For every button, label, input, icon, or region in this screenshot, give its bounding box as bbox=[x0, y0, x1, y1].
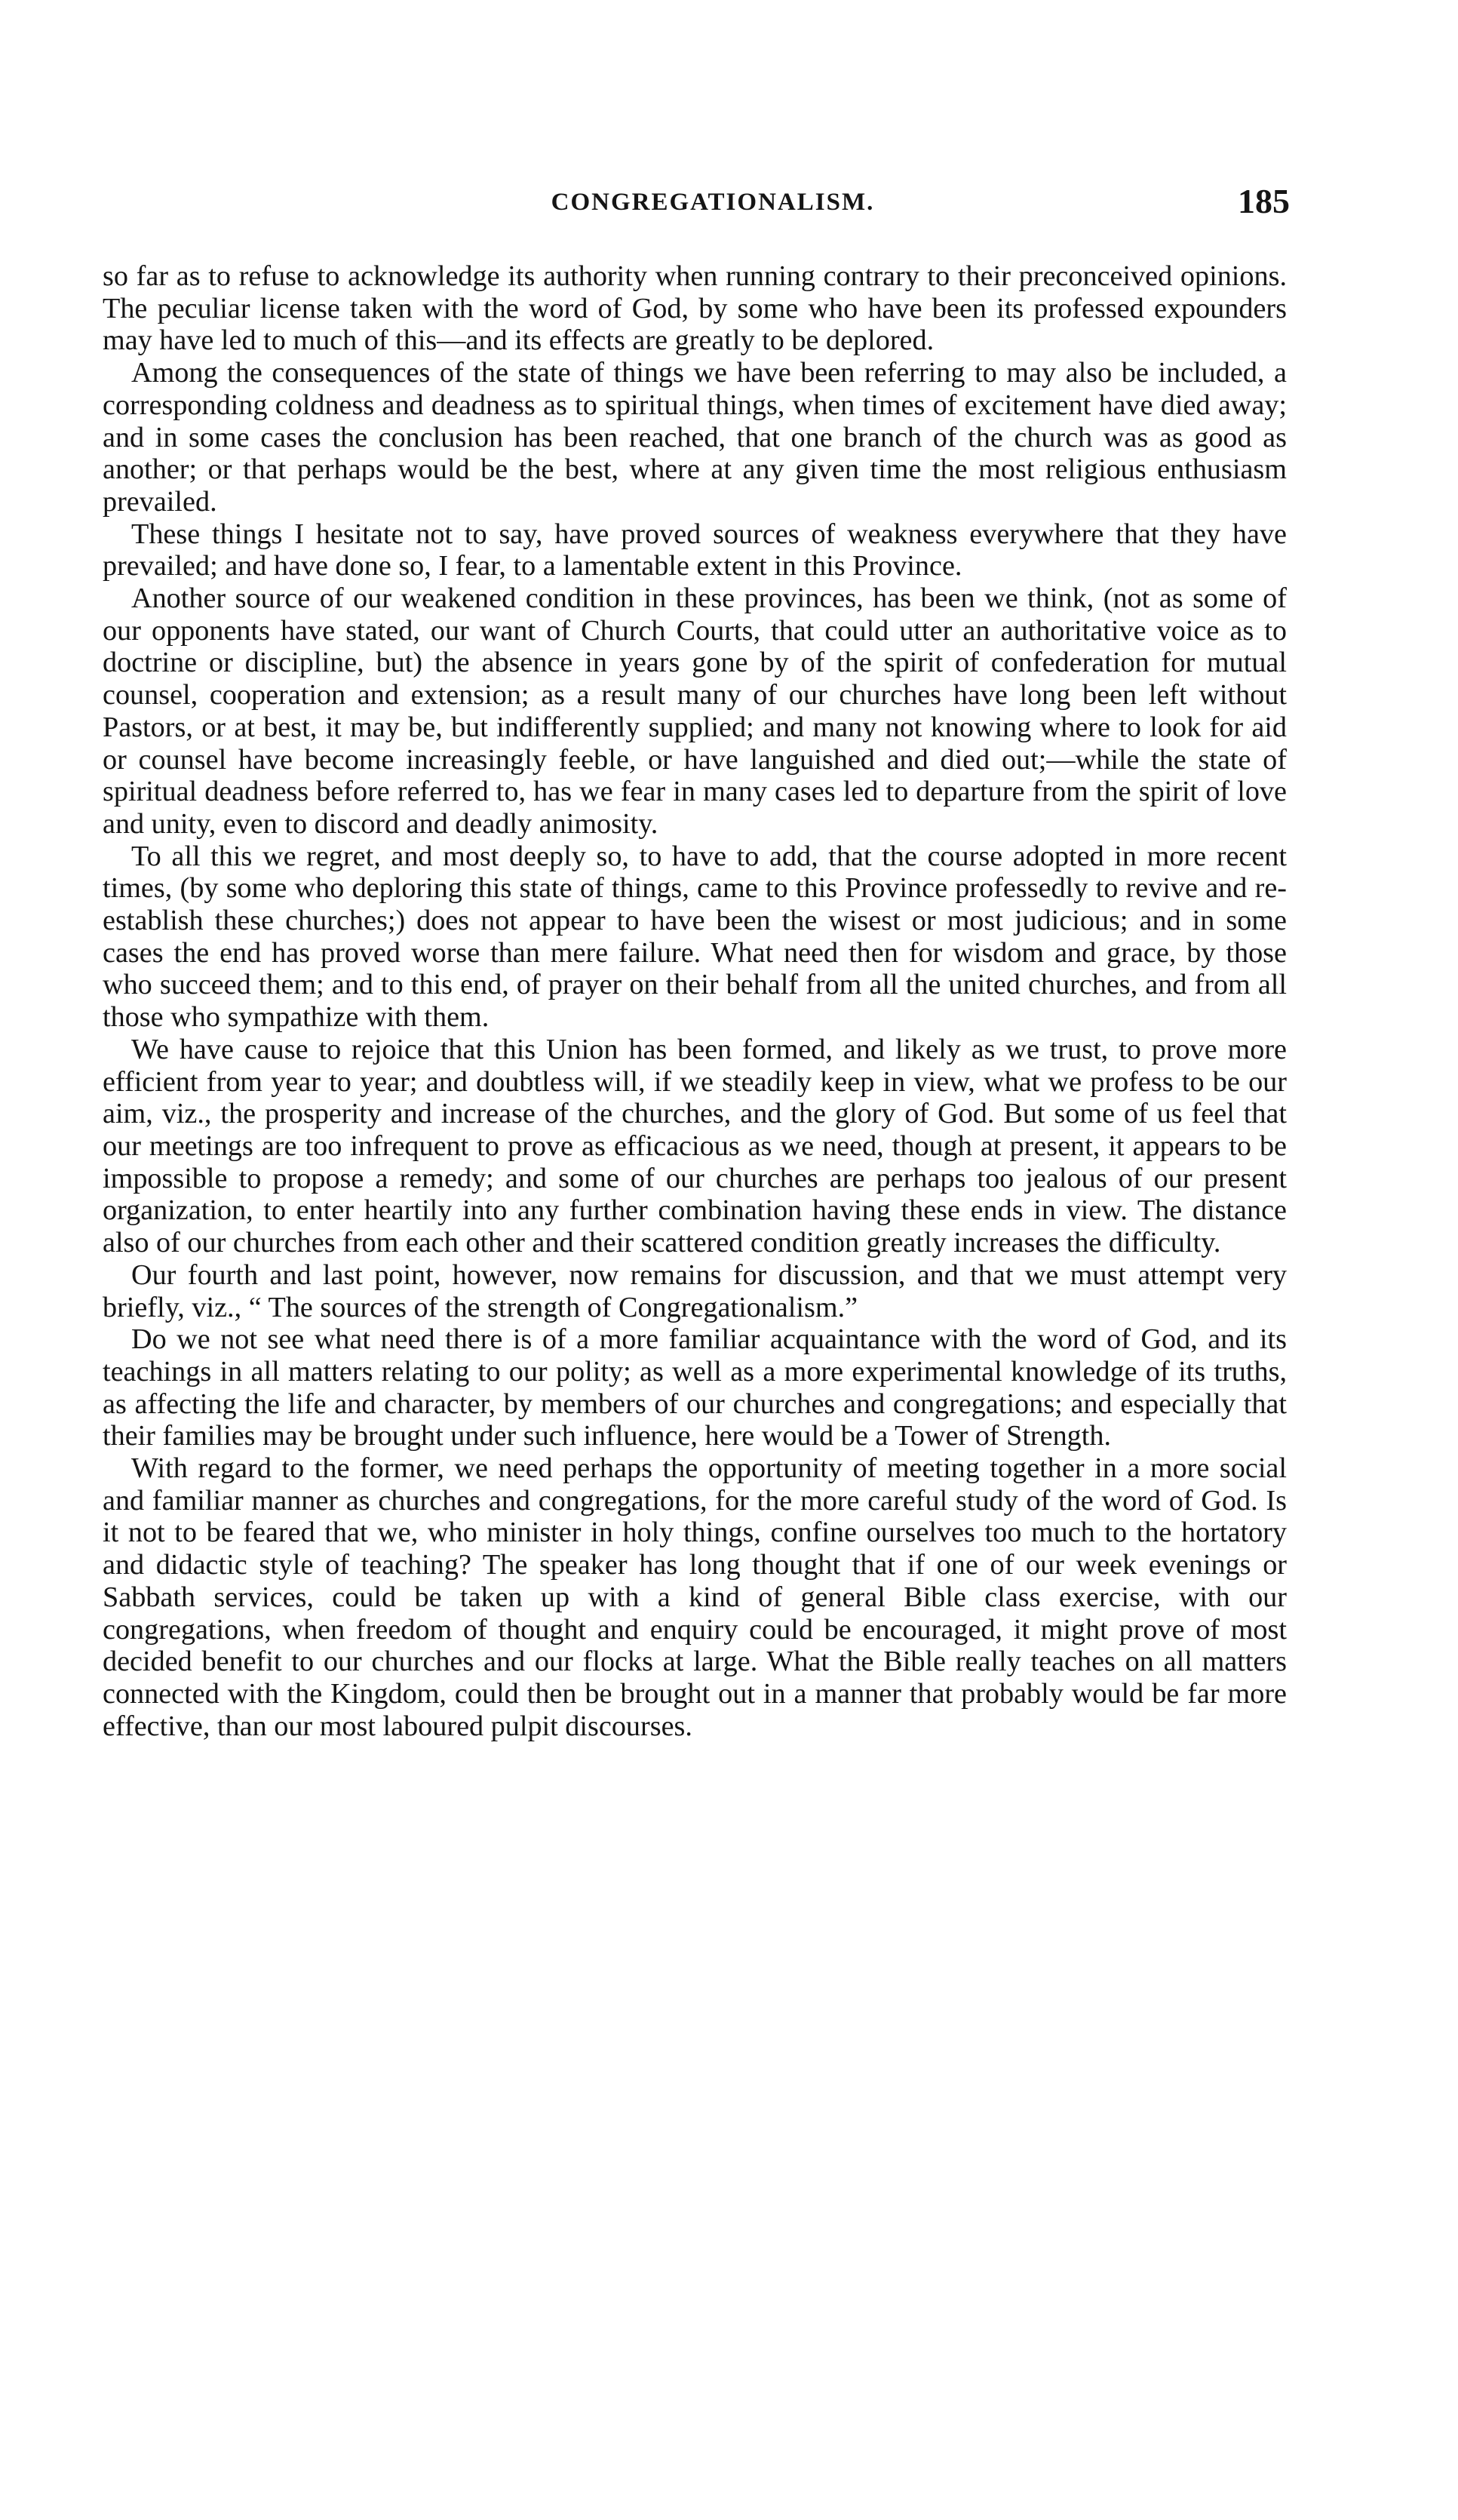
page-header bbox=[136, 181, 1290, 234]
body-text bbox=[103, 260, 1287, 1742]
paragraph: With regard to the former, we need perhaps the opportunity of meeting together in a more social and familiar manner as churches and congregations, for the more careful study of the word of God. Is it not to be feared that we, who minister in holy things, confine ourselves too much to the hortatory and didactic style of teaching? The speaker has long thought that if one of our week evenings or Sabbath services, could be taken up with a kind of general Bible class exercise, with our congregations, when freedom of thought and enquiry could be encouraged, it might prove of most decided benefit to our churches and our flocks at large. What the Bible really teaches on all matters connected with the Kingdom, could then be brought out in a manner that probably would be far more effective, than our most laboured pulpit discourses. bbox=[103, 1452, 1287, 1742]
running-title: CONGREGATIONALISM. bbox=[551, 189, 875, 216]
paragraph: We have cause to rejoice that this Union has been formed, and likely as we trust, to prove more efficient from year to year; and doubtless will, if we steadily keep in view, what we profess to be our aim, viz., the prosperity and increase of the churches, and the glory of God. But some of us feel that our meetings are too infrequent to prove as efficacious as we need, though at present, it appears to be impossible to propose a remedy; and some of our churches are perhaps too jealous of our present organization, to enter heartily into any further combination having these ends in view. The distance also of our churches from each other and their scattered condition greatly increases the difficulty. bbox=[103, 1033, 1287, 1259]
paragraph: Our fourth and last point, however, now remains for discussion, and that we must attempt very briefly, viz., “ The sources of the strength of Congregationalism.” bbox=[103, 1258, 1287, 1323]
page-number: 185 bbox=[1238, 182, 1290, 220]
paragraph: Another source of our weakened condition in these provinces, has been we think, (not as some of our opponents have stated, our want of Church Courts, that could utter an authoritative voice as to doctrine or discipline, but) the absence in years gone by of the spirit of confederation for mutual counsel, cooperation and extension; as a result many of our churches have long been left without Pastors, or at best, it may be, but indifferently supplied; and many not knowing where to look for aid or counsel have become increasingly feeble, or have languished and died out;—while the state of spiritual deadness before referred to, has we fear in many cases led to departure from the spirit of love and unity, even to discord and deadly animosity. bbox=[103, 582, 1287, 840]
paragraph: Among the consequences of the state of things we have been referring to may also be included, a corresponding coldness and deadness as to spiritual things, when times of excitement have died away; and in some cases the conclusion has been reached, that one branch of the church was as good as another; or that perhaps would be the best, where at any given time the most religious enthusiasm prevailed. bbox=[103, 357, 1287, 518]
paragraph: These things I hesitate not to say, have proved sources of weakness everywhere that they have prevailed; and have done so, I fear, to a lamentable extent in this Province. bbox=[103, 518, 1287, 582]
paragraph: To all this we regret, and most deeply so, to have to add, that the course adopted in more recent times, (by some who deploring this state of things, came to this Province professedly to revive and re-establish these churches;) does not appear to have been the wisest or most judicious; and in some cases the end has proved worse than mere failure. What need then for wisdom and grace, by those who succeed them; and to this end, of prayer on their behalf from all the united churches, and from all those who sympathize with them. bbox=[103, 840, 1287, 1034]
paragraph-continued: so far as to refuse to acknowledge its authority when running contrary to their preconceived opinions. The peculiar license taken with the word of God, by some who have been its professed expounders may have led to much of this—and its effects are greatly to be deplored. bbox=[103, 260, 1287, 357]
paragraph: Do we not see what need there is of a more familiar acquaintance with the word of God, and its teachings in all matters relating to our polity; as well as a more experimental knowledge of its truths, as affecting the life and character, by members of our churches and congregations; and especially that their families may be brought under such influence, here would be a Tower of Strength. bbox=[103, 1323, 1287, 1452]
